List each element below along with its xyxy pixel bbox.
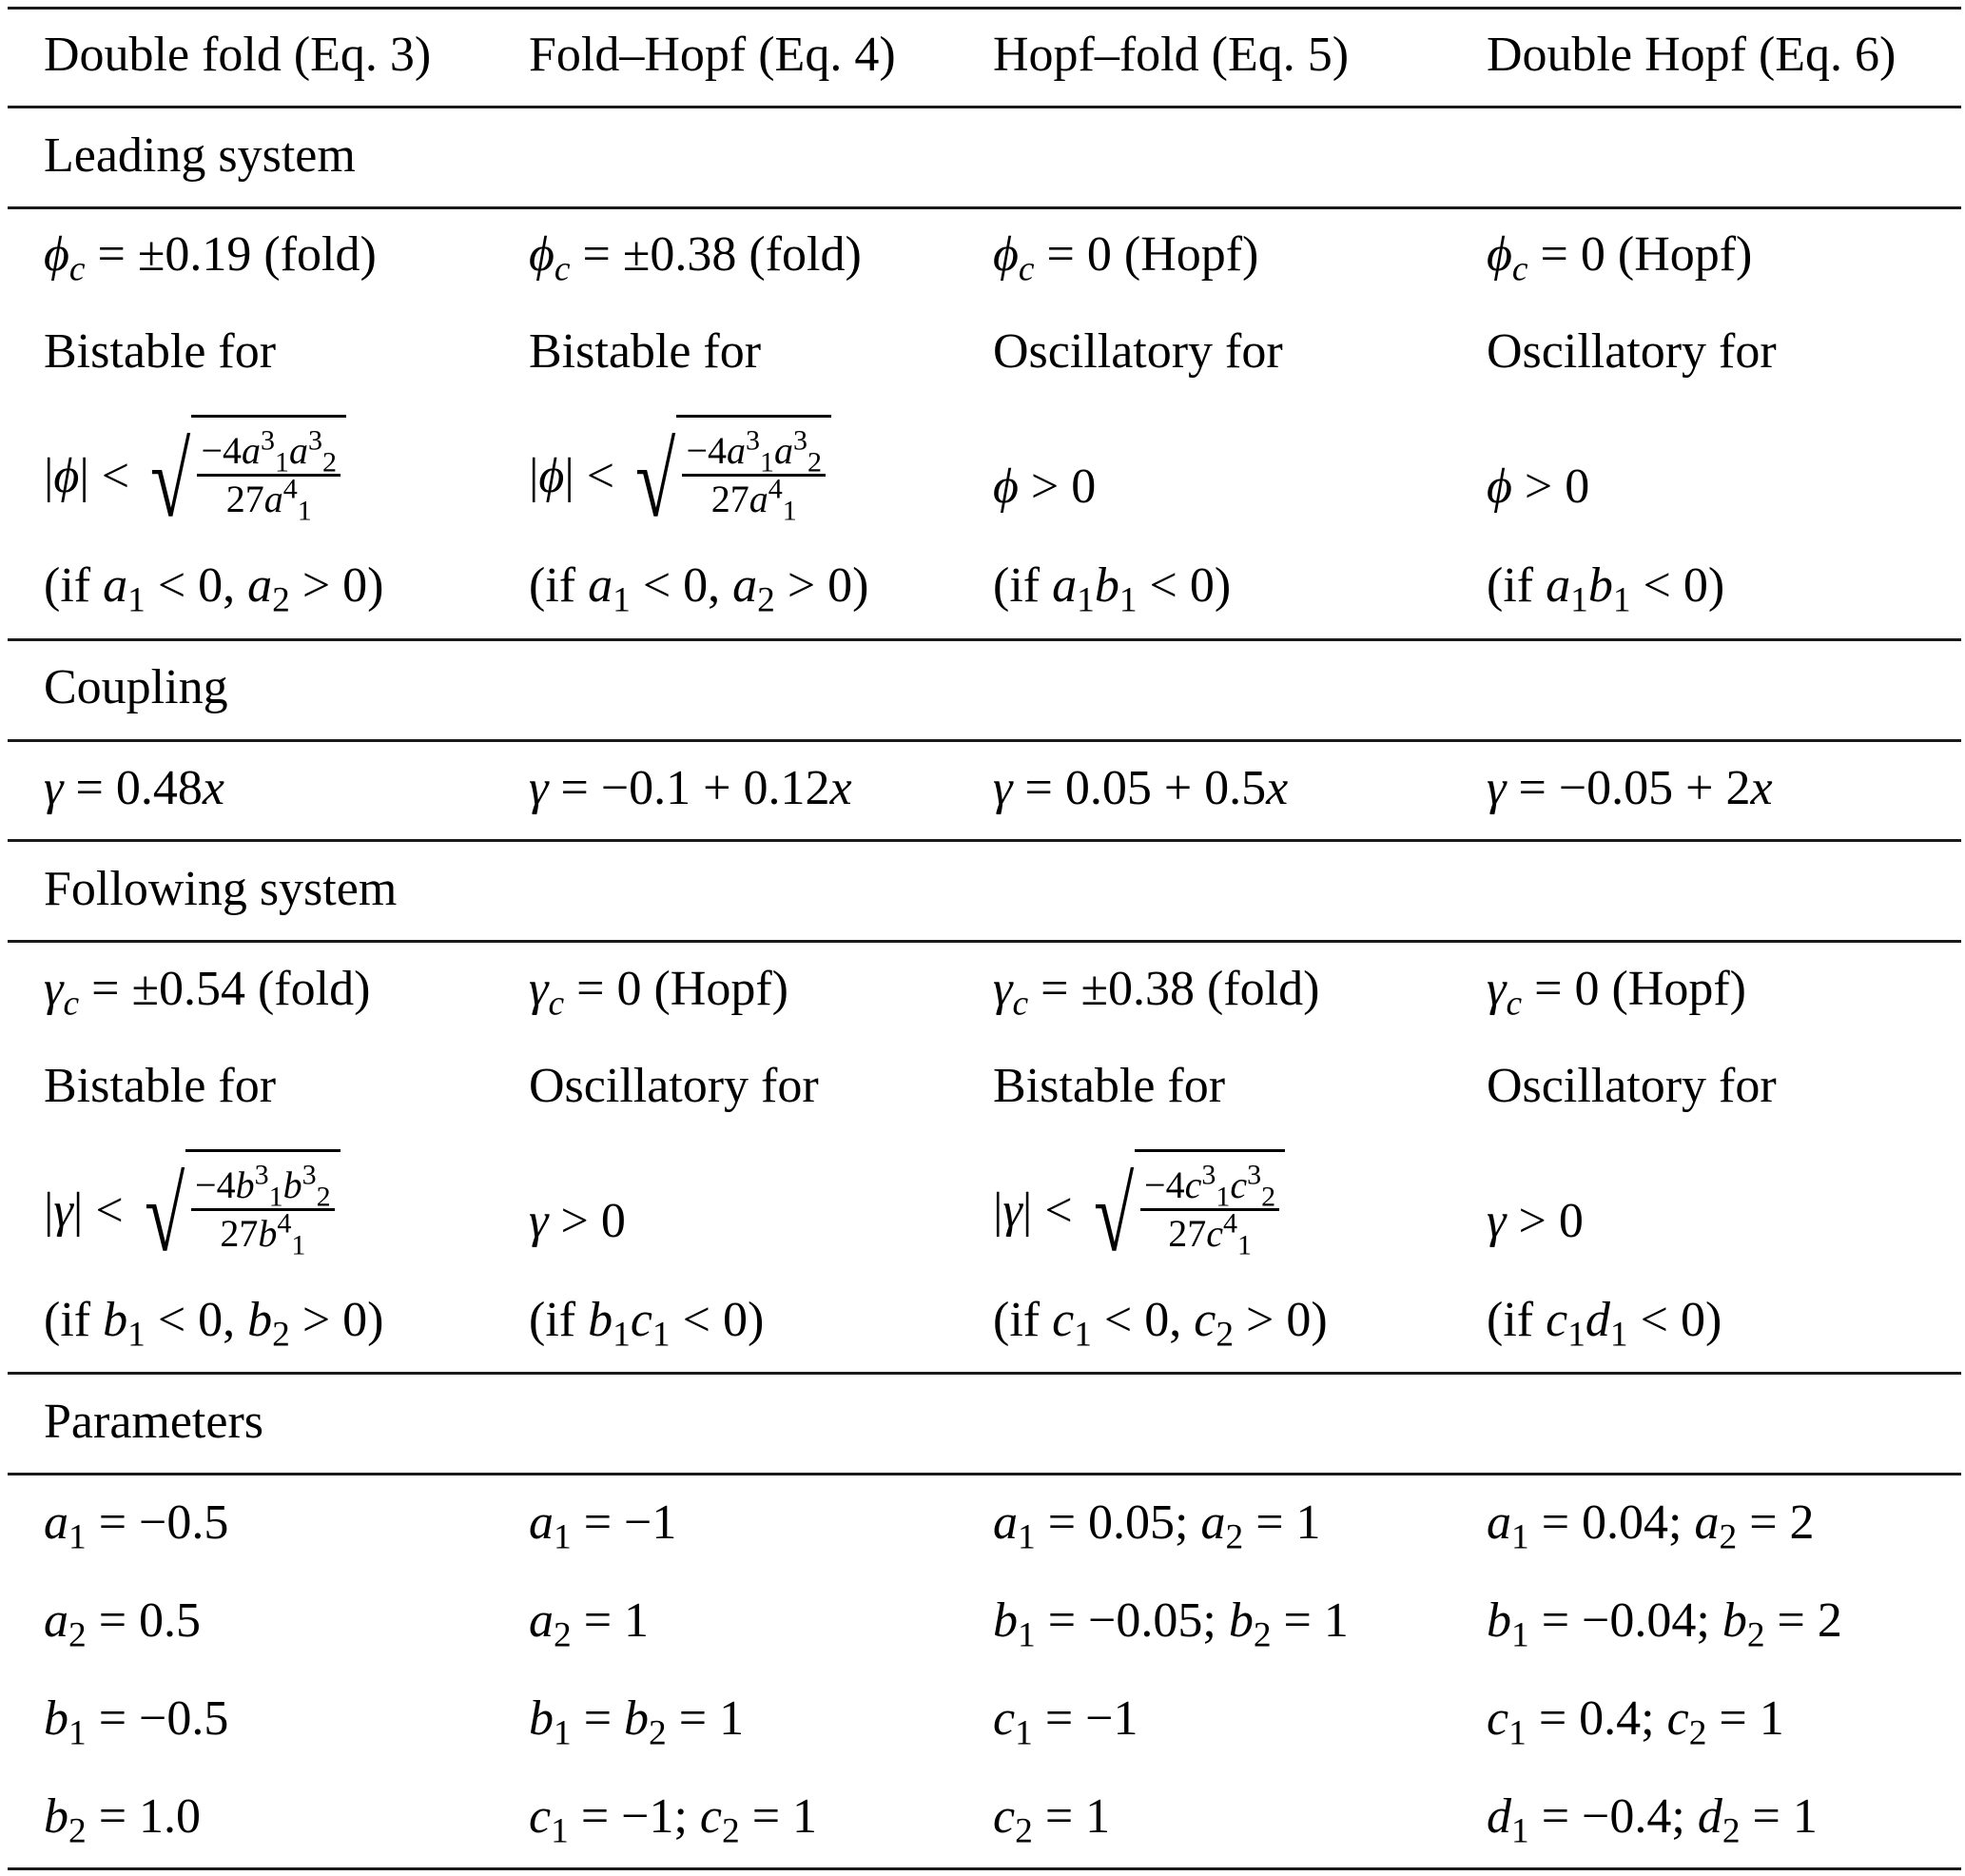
parameter-value: $a_1 = 0.05$; $a_2 = 1$ [993,1495,1321,1557]
following-requirement: (if $c_1 < 0$, $c_2 > 0$) [993,1293,1328,1355]
parameter-value: $a_2 = 0.5$ [44,1593,202,1655]
following-condition: γ > 0 [1487,1194,1584,1248]
leading-condition: |ϕ| < √ $\frac{-4a^3_1a^3_2}{27a^4_1}$ [44,428,346,533]
coupling-formula: γ = −0.05 + 2x [1487,761,1773,815]
parameter-value: $d_1 = -0.4$; $d_2 = 1$ [1487,1789,1818,1851]
leading-requirement: (if $a_1 < 0$, $a_2 > 0$) [529,558,869,620]
leading-condition: ϕ > 0 [993,459,1097,514]
parameter-value: $c_1 = -1$; $c_2 = 1$ [529,1789,818,1851]
parameter-value: $b_1 = -0.5$ [44,1691,229,1753]
following-condition: |γ| < √ $\frac{-4b^3_1b^3_2}{27b^4_1}$ [44,1163,340,1267]
leading-critical: $\phi_c = \pm 0.19$ (fold) [44,227,377,289]
parameter-value: $c_2 = 1$ [993,1789,1111,1851]
parameter-value: $b_1 = -0.04$; $b_2 = 2$ [1487,1593,1842,1655]
top-rule [8,7,1961,10]
leading-critical: $\phi_c = \pm 0.38$ (fold) [529,227,862,289]
following-regime: Oscillatory for [1487,1059,1777,1113]
header-rule [8,106,1961,108]
section-rule [8,206,1961,209]
column-header: Double fold (Eq. 3) [44,28,432,82]
following-critical: $\gamma_c = 0$ (Hopf) [1487,962,1746,1024]
following-condition: γ > 0 [529,1194,626,1248]
bottom-rule [8,1867,1961,1870]
following-requirement: (if $c_1d_1 < 0$) [1487,1293,1722,1355]
leading-regime: Bistable for [44,324,277,379]
parameter-value: $a_1 = -1$ [529,1495,677,1557]
leading-critical: $\phi_c = 0$ (Hopf) [1487,227,1753,289]
section-label-following: Following system [44,862,398,916]
section-rule [8,1473,1961,1475]
section-rule [8,839,1961,842]
leading-regime: Bistable for [529,324,762,379]
section-rule [8,1372,1961,1375]
parameter-value: $b_1 = -0.05$; $b_2 = 1$ [993,1593,1349,1655]
parameter-value: $c_1 = 0.4$; $c_2 = 1$ [1487,1691,1784,1753]
following-critical: $\gamma_c = 0$ (Hopf) [529,962,788,1024]
following-requirement: (if $b_1c_1 < 0$) [529,1293,765,1355]
following-critical: $\gamma_c = \pm 0.38$ (fold) [993,962,1320,1024]
leading-requirement: (if $a_1 < 0$, $a_2 > 0$) [44,558,384,620]
following-regime: Bistable for [44,1059,277,1113]
leading-regime: Oscillatory for [1487,324,1777,379]
parameter-value: $a_1 = -0.5$ [44,1495,229,1557]
parameter-value: $b_2 = 1.0$ [44,1789,202,1851]
coupling-formula: γ = 0.48x [44,761,224,815]
section-rule [8,940,1961,943]
following-regime: Bistable for [993,1059,1226,1113]
section-rule [8,739,1961,742]
column-header: Fold–Hopf (Eq. 4) [529,28,896,82]
coupling-formula: γ = −0.1 + 0.12x [529,761,852,815]
column-header: Double Hopf (Eq. 6) [1487,28,1897,82]
coupling-formula: γ = 0.05 + 0.5x [993,761,1289,815]
section-label-parameters: Parameters [44,1395,264,1449]
section-rule [8,638,1961,641]
parameter-value: $a_1 = 0.04$; $a_2 = 2$ [1487,1495,1815,1557]
section-label-leading: Leading system [44,128,356,183]
leading-condition: |ϕ| < √ $\frac{-4a^3_1a^3_2}{27a^4_1}$ [529,428,831,533]
parameter-value: $b_1 = b_2 = 1$ [529,1691,745,1753]
section-label-coupling: Coupling [44,660,228,714]
leading-regime: Oscillatory for [993,324,1283,379]
leading-critical: $\phi_c = 0$ (Hopf) [993,227,1259,289]
leading-requirement: (if $a_1b_1 < 0$) [1487,558,1725,620]
following-condition: |γ| < √ $\frac{-4c^3_1c^3_2}{27c^4_1}$ [993,1163,1285,1267]
leading-requirement: (if $a_1b_1 < 0$) [993,558,1232,620]
parameter-value: $c_1 = -1$ [993,1691,1138,1753]
following-requirement: (if $b_1 < 0$, $b_2 > 0$) [44,1293,384,1355]
following-regime: Oscillatory for [529,1059,819,1113]
leading-condition: ϕ > 0 [1487,459,1590,514]
following-critical: $\gamma_c = \pm 0.54$ (fold) [44,962,371,1024]
parameter-value: $a_2 = 1$ [529,1593,650,1655]
column-header: Hopf–fold (Eq. 5) [993,28,1350,82]
